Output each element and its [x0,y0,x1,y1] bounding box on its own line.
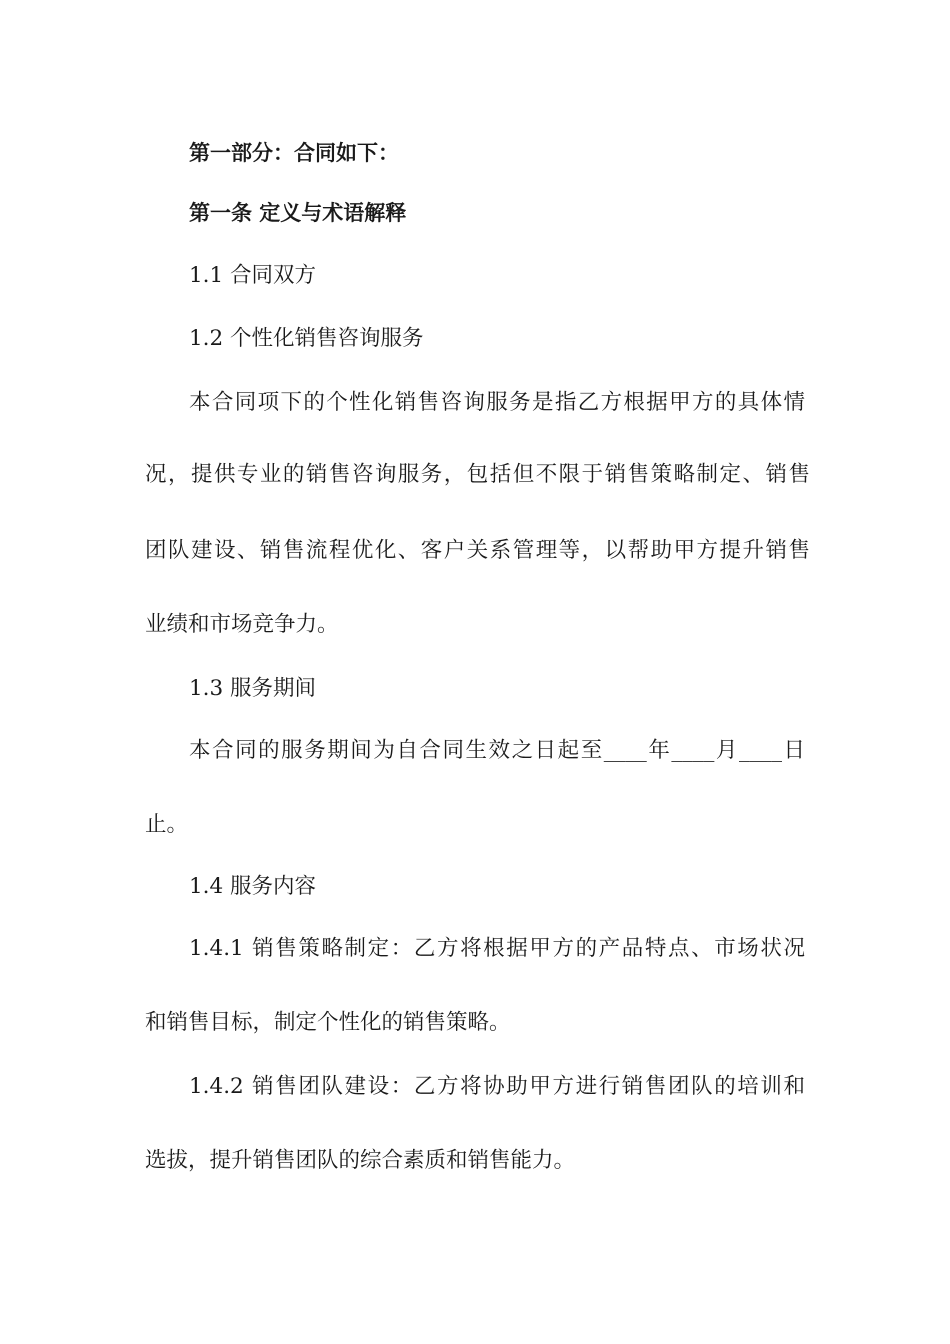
section-1-1-heading: 1.1 合同双方 [189,263,317,288]
section-1-2-body-line-1: 本合同项下的个性化销售咨询服务是指乙方根据甲方的具体情 [189,390,805,415]
section-1-2-heading: 1.2 个性化销售咨询服务 [189,326,424,351]
section-1-2-body-line-4: 业绩和市场竞争力。 [145,612,339,637]
section-1-3-heading: 1.3 服务期间 [189,676,317,701]
section-1-3-body-line-1: 本合同的服务期间为自合同生效之日起至____年____月____日 [189,738,805,763]
section-1-4-2-line-2: 选拔，提升销售团队的综合素质和销售能力。 [145,1148,576,1173]
section-1-4-1-line-2: 和销售目标，制定个性化的销售策略。 [145,1010,511,1035]
article-heading: 第一条 定义与术语解释 [189,201,407,225]
section-1-4-heading: 1.4 服务内容 [189,874,317,899]
section-1-4-2-line-1: 1.4.2 销售团队建设：乙方将协助甲方进行销售团队的培训和 [189,1074,805,1099]
section-1-3-body-line-2: 止。 [145,812,189,837]
section-1-2-body-line-2: 况，提供专业的销售咨询服务，包括但不限于销售策略制定、销售 [145,462,810,487]
section-1-2-body-line-3: 团队建设、销售流程优化、客户关系管理等，以帮助甲方提升销售 [145,538,810,563]
part-heading: 第一部分：合同如下： [189,141,399,165]
section-1-4-1-line-1: 1.4.1 销售策略制定：乙方将根据甲方的产品特点、市场状况 [189,936,805,961]
